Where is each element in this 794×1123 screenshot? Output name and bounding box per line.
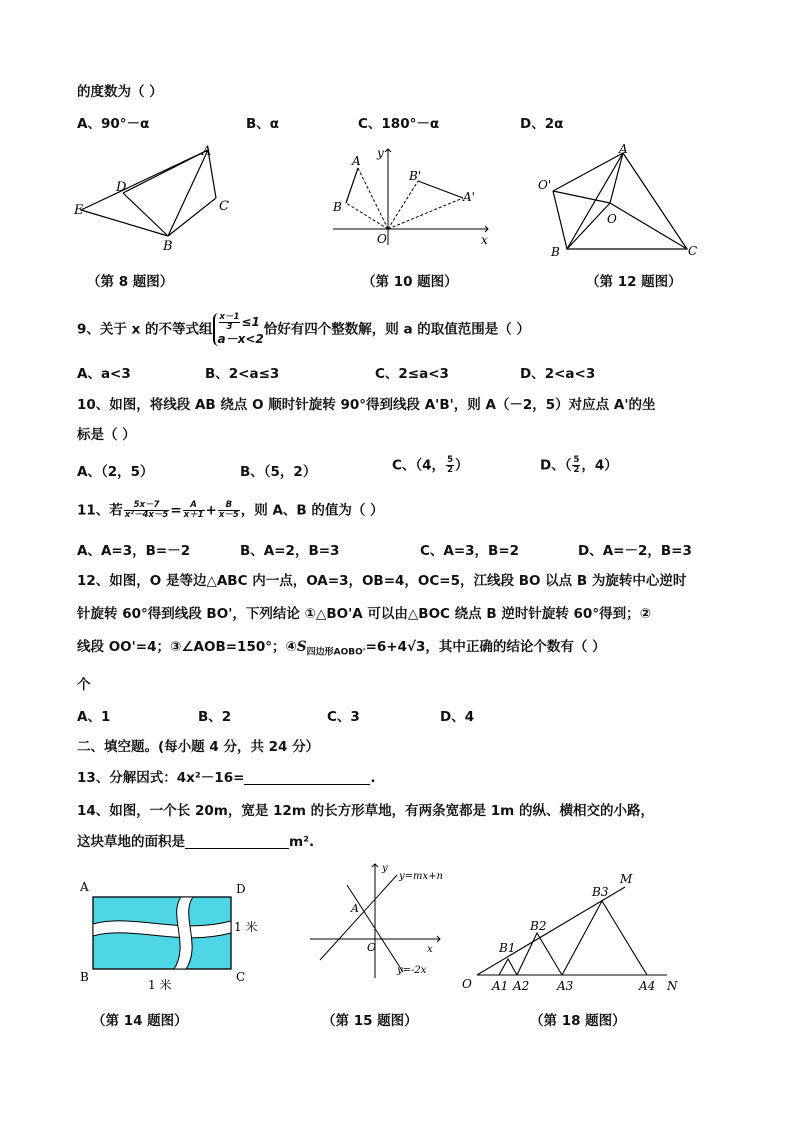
fig10-label-b: B	[333, 200, 342, 214]
fig12-line-o1-b	[553, 191, 567, 249]
q9-eq1	[218, 312, 260, 332]
q9-inequality-system	[213, 313, 264, 346]
q11-stem	[77, 501, 384, 520]
fig12-triangle-abc	[567, 153, 687, 249]
fig14-label-b: B	[80, 970, 89, 984]
q10-option-c-pre: C、（4，	[392, 457, 446, 474]
q13-end: .	[370, 770, 376, 786]
q11-eq: =	[170, 502, 182, 519]
fig10-dash-ob1	[388, 181, 418, 229]
q10-option-c-num: 5	[447, 455, 453, 465]
fig18-ray-om	[477, 887, 625, 975]
fig18-label-b1: B1	[499, 941, 516, 955]
q9-eq1-num: x－1	[219, 312, 240, 322]
q10-option-d-num: 5	[573, 455, 580, 465]
fig12-label-o: O	[607, 212, 617, 226]
fig14-caption: （第 14 题图）	[92, 1013, 188, 1029]
q11-f1-num: 5x－7	[124, 501, 170, 511]
q12-line3-post: =6+4√3，其中正确的结论个数有（ ）	[365, 639, 606, 655]
fig15-caption: （第 15 题图）	[322, 1013, 418, 1029]
fig15-line-mx-n	[320, 875, 397, 960]
fig18-label-o: O	[462, 977, 472, 991]
q10-line1: 10、如图，将线段 AB 绕点 O 顺时针旋转 90°得到线段 A'B'，则 A（－2，5）对应点 A'的坐	[77, 397, 656, 413]
q12-area-symbol: S	[296, 639, 307, 655]
fig10-label-a: A	[352, 154, 361, 168]
figure-14	[78, 875, 273, 993]
q11-plus: +	[205, 502, 217, 519]
q10-option-c-post: ）	[454, 457, 469, 474]
q8-option-b: B、α	[246, 116, 280, 132]
figure-18	[457, 868, 692, 998]
fig10-dash-ob	[346, 203, 388, 229]
q12-line4: 个	[77, 677, 91, 693]
q10-option-c-den: 2	[447, 465, 453, 475]
fig10-dash-oa1	[388, 198, 463, 229]
fig12-label-a: A	[619, 143, 628, 156]
fig12-line-o-a	[610, 153, 623, 203]
fig8-caption: （第 8 题图）	[87, 274, 174, 290]
fig10-label-a1: A'	[463, 190, 475, 204]
q9-eq1-rel: ≤1	[241, 315, 260, 329]
fig10-label-b1: B'	[409, 169, 422, 183]
fig12-label-o1: O'	[538, 178, 552, 192]
fig10-label-x: x	[481, 233, 488, 247]
q9-option-a: A、a<3	[77, 366, 131, 382]
fig18-triangle-3	[562, 901, 647, 975]
q11-option-b: B、A=2，B=3	[240, 543, 340, 559]
fig18-label-b2: B2	[530, 919, 547, 933]
figure-8	[70, 140, 245, 255]
fig18-caption: （第 18 题图）	[530, 1013, 626, 1029]
fig12-label-c: C	[688, 244, 698, 258]
q11-f2-num: A	[183, 501, 205, 511]
q10-line2: 标是（ ）	[77, 427, 136, 443]
fig18-label-a4: A4	[639, 979, 656, 993]
q9-option-d: D、2<a<3	[520, 366, 596, 382]
fig18-triangle-2	[517, 933, 562, 975]
q10-option-d	[540, 456, 618, 475]
q14-line2-post: m².	[289, 834, 315, 850]
fig8-line-ab	[168, 150, 208, 236]
q13-text: 13、分解因式：4x²－16=	[77, 770, 245, 786]
fig8-label-b: B	[163, 239, 173, 254]
fig15-label-line2: y=-2x	[397, 965, 427, 976]
q11-option-a: A、A=3，B=－2	[77, 543, 191, 559]
fig15-label-a: A	[351, 902, 359, 915]
fig18-label-m: M	[620, 872, 633, 886]
q9-prefix: 9、关于 x 的不等式组	[77, 321, 213, 338]
figure-10	[328, 143, 498, 251]
q8-stem-tail: 的度数为（ ）	[77, 84, 163, 100]
q12-line2: 针旋转 60°得到线段 BO'，下列结论 ①△BO'A 可以由△BOC 绕点 B 逆时针旋转 60°得到；②	[77, 606, 652, 622]
fig8-label-d: D	[116, 180, 127, 195]
q9-eq1-den: 3	[226, 322, 233, 332]
fig18-label-n: N	[667, 979, 678, 993]
fig10-caption: （第 10 题图）	[362, 274, 458, 290]
q10-option-d-den: 2	[573, 465, 580, 475]
q11-f3-den: x－5	[218, 510, 239, 520]
q9-stem	[77, 313, 530, 346]
q10-option-b: B、（5，2）	[240, 464, 317, 480]
q11-suffix: ，则 A、B 的值为（ ）	[240, 502, 384, 519]
fig8-line-cb	[168, 198, 216, 236]
q12-option-c: C、3	[327, 709, 360, 725]
q9-suffix: 恰好有四个整数解，则 a 的取值范围是（ ）	[263, 321, 530, 338]
q12-line3-pre: 线段 OO'=4；③∠AOB=150°；④	[77, 639, 297, 655]
fig8-label-a: A	[202, 144, 212, 159]
q12-area-subscript: 四边形AOBO'	[306, 647, 366, 658]
fig10-label-y: y	[377, 146, 384, 160]
fig10-label-o: O	[377, 232, 387, 246]
q10-option-a: A、（2，5）	[77, 464, 154, 480]
q11-f1-den: x²－4x－5	[124, 510, 169, 520]
q13-stem	[77, 769, 376, 787]
fig14-label-a: A	[80, 880, 89, 894]
fig18-label-a2: A2	[513, 979, 530, 993]
fig14-label-c: C	[236, 970, 246, 984]
section-2-heading: 二、填空题。(每小题 4 分，共 24 分）	[77, 739, 320, 755]
fig18-label-a3: A3	[557, 979, 574, 993]
q11-f2-den: x＋1	[183, 510, 204, 520]
q10-option-d-post: ，4）	[581, 457, 618, 474]
fig10-segment-a1b1	[418, 181, 463, 198]
fig8-label-c: C	[219, 199, 229, 214]
fig8-label-e: E	[74, 203, 84, 218]
fig8-line-da	[123, 150, 208, 193]
q9-eq2: a－x<2	[217, 332, 264, 346]
q12-option-b: B、2	[198, 709, 232, 725]
fig15-label-o: O	[367, 941, 377, 954]
q12-line1: 12、如图，O 是等边△ABC 内一点，OA=3，OB=4，OC=5，江线段 BO 以点 B 为旋转中心逆时	[77, 573, 687, 589]
fig15-label-line1: y=mx+n	[399, 871, 443, 882]
q9-option-b: B、2<a≤3	[205, 366, 280, 382]
fig18-triangle-1	[499, 959, 517, 975]
figure-12	[535, 143, 705, 261]
fig12-line-o-c	[610, 203, 687, 249]
q11-prefix: 11、若	[77, 502, 123, 519]
q14-line2-pre: 这块草地的面积是	[77, 834, 185, 850]
q9-option-c: C、2≤a<3	[375, 366, 449, 382]
q12-option-a: A、1	[77, 709, 111, 725]
q8-option-d: D、2α	[520, 116, 564, 132]
fig10-segment-ab	[346, 168, 358, 203]
fig18-label-a1: A1	[492, 979, 509, 993]
q10-option-c	[392, 456, 468, 475]
q8-option-c: C、180°－α	[358, 116, 440, 132]
q11-f3-num: B	[218, 501, 240, 511]
q14-line2	[77, 833, 314, 851]
fig12-line-o-b	[567, 203, 610, 249]
q11-option-d: D、A=－2，B=3	[578, 543, 692, 559]
q13-answer-blank[interactable]	[244, 770, 370, 785]
fig14-label-width-bottom: 1 米	[148, 978, 172, 992]
fig15-label-x: x	[427, 944, 433, 955]
fig14-label-d: D	[236, 882, 246, 896]
fig14-label-width-right: 1 米	[234, 920, 258, 934]
fig18-label-b3: B3	[592, 885, 609, 899]
fig12-label-b: B	[551, 245, 560, 259]
figure-15	[305, 860, 455, 982]
q12-option-d: D、4	[440, 709, 475, 725]
fig12-caption: （第 12 题图）	[586, 274, 682, 290]
q10-option-d-pre: D、（	[540, 457, 572, 474]
q14-line1: 14、如图，一个长 20m，宽是 12m 的长方形草地，有两条宽都是 1m 的纵、横相交的小路，	[77, 803, 654, 819]
q12-line3	[77, 638, 606, 662]
q11-option-c: C、A=3，B=2	[420, 543, 520, 559]
fig12-line-o1-o	[553, 191, 610, 203]
q8-option-a: A、90°－α	[77, 116, 150, 132]
fig15-label-y: y	[382, 863, 388, 874]
q14-answer-blank[interactable]	[185, 834, 289, 849]
